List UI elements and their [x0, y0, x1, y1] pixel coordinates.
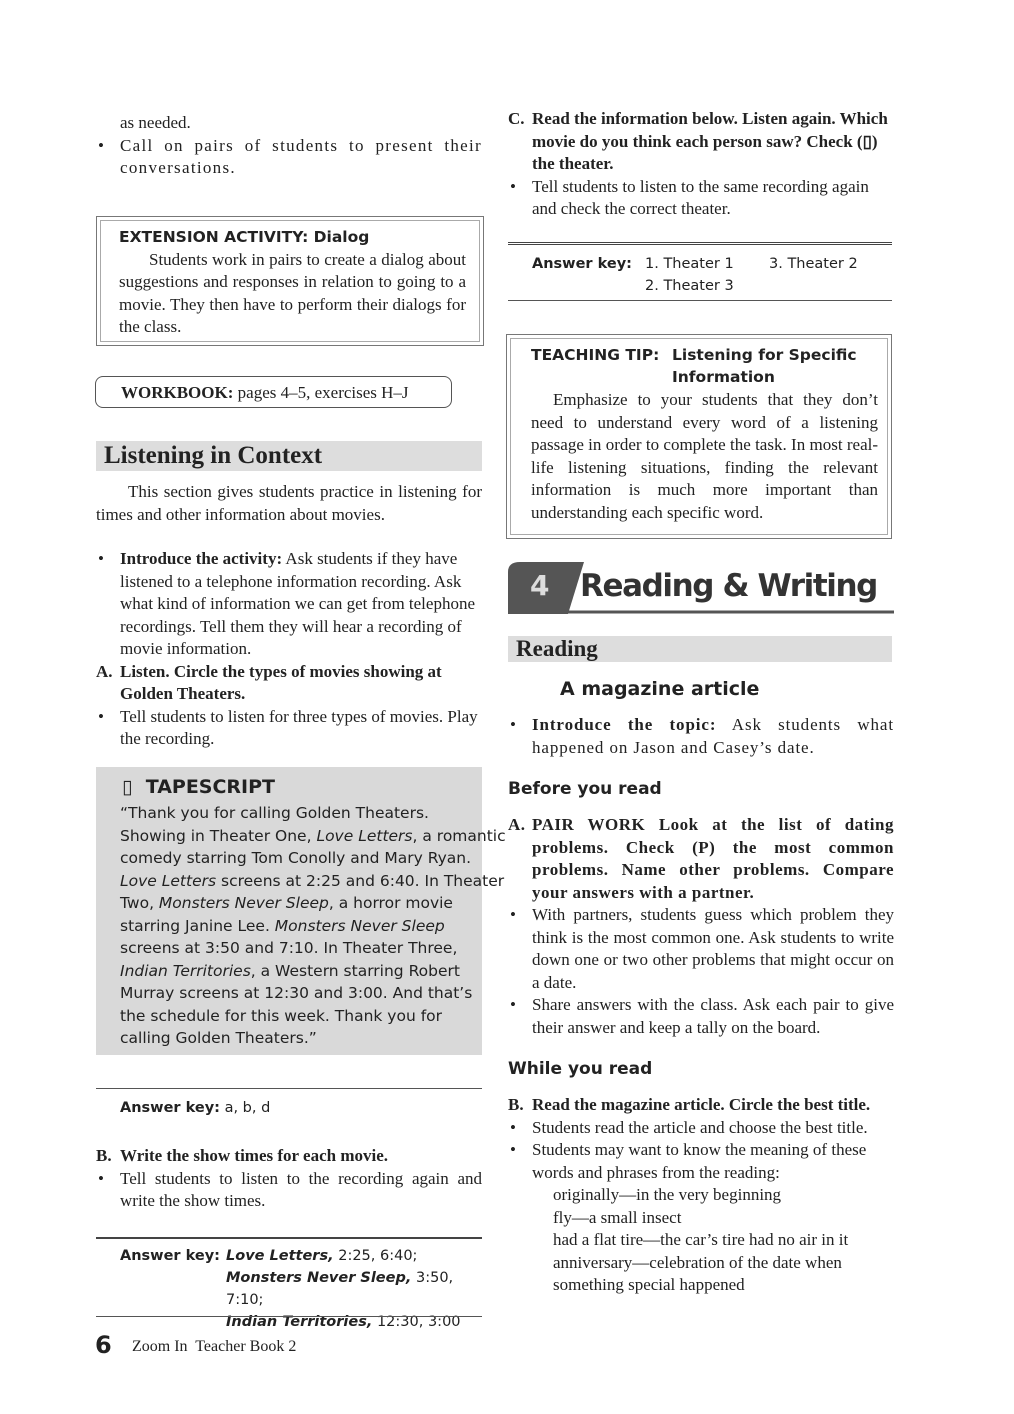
extension-title: EXTENSION ACTIVITY: Dialog: [119, 228, 370, 246]
headphone-icon: ▯: [122, 776, 133, 798]
tapescript-line: Love Letters screens at 2:25 and 6:40. In Theater: [120, 871, 505, 890]
reading-subheading: A magazine article: [560, 678, 760, 700]
list-item: • Share answers with the class. Ask each pair to give their answer and keep a tally on the board.: [508, 994, 894, 1039]
glossary-item: something special happened: [553, 1275, 745, 1294]
section-title: Listening in Context: [96, 441, 482, 471]
tapescript-line: Indian Territories, a Western starring Robert: [120, 961, 460, 980]
tapescript-text: [120, 802, 506, 1050]
glossary-item: fly—a small insect: [553, 1207, 682, 1227]
divider: [96, 1237, 482, 1239]
workbook-label: WORKBOOK:: [121, 383, 234, 402]
answer-key-c: Answer key: 1. Theater 1 3. Theater 2 2. Theater 3: [532, 256, 858, 294]
list-item: • Introduce the activity: Ask students if they have listened to a telephone information recording. Ask what kind of information we can get from telephone recordings. Tell them they will hear a recording of movie information.: [96, 548, 482, 661]
tapescript-line: “Thank you for calling Golden Theaters.: [120, 804, 429, 822]
divider: [96, 1088, 482, 1089]
step-b-right: B. Read the magazine article. Circle the best title.: [508, 1095, 871, 1114]
answer-key-a: Answer key: a, b, d: [120, 1100, 271, 1116]
glossary-item: originally—in the very beginning: [553, 1185, 782, 1204]
activity-a: [96, 548, 482, 751]
glossary: [508, 1184, 894, 1297]
step-b: B. Write the show times for each movie.: [96, 1146, 389, 1165]
before-you-read-heading: Before you read: [508, 779, 662, 799]
list-item: • Tell students to listen to the recording again and write the show times.: [96, 1168, 482, 1213]
activity-pair-work: [508, 814, 894, 1039]
activity-magazine: [508, 1094, 894, 1297]
list-item: • Tell students to listen for three types of movies. Play the recording.: [96, 706, 482, 751]
while-you-read-heading: While you read: [508, 1059, 653, 1079]
unit-number: 4: [530, 569, 550, 602]
tapescript-line: calling Golden Theaters.”: [120, 1029, 317, 1047]
tapescript-box: [96, 767, 506, 1055]
intro-bullets: [96, 135, 482, 180]
tapescript-line: Showing in Theater One, Love Letters, a romantic: [120, 826, 506, 845]
unit-banner: [508, 562, 894, 614]
answer-row: Monsters Never Sleep, 3:50, 7:10;: [226, 1270, 454, 1308]
teaching-tip-box: [506, 334, 892, 539]
workbook-text: pages 4–5, exercises H–J: [233, 383, 409, 402]
list-item: • Introduce the topic: Ask students what happened on Jason and Casey’s date.: [508, 714, 894, 759]
list-item: • Call on pairs of students to present their conversations.: [96, 135, 482, 180]
list-item: • Students read the article and choose the best title.: [508, 1117, 894, 1140]
divider: [508, 242, 892, 245]
tapescript-line: Two, Monsters Never Sleep, a horror movie: [120, 894, 453, 912]
teaching-tip-body: Emphasize to your students that they don’t need to understand every word of a listening passage in order to complete the task. In most real-life listening situations, finding the relevant information is much more important than understanding each specific word.: [531, 390, 878, 522]
section-intro: This section gives students practice in listening for times and other information about movies.: [96, 482, 482, 524]
glossary-item: anniversary—celebration of the date when: [553, 1252, 842, 1272]
tapescript-line: comedy starring Tom Conolly and Mary Ryan.: [120, 849, 472, 867]
activity-b: [96, 1145, 482, 1213]
tapescript-line: Murray screens at 12:30 and 3:00. And that’s: [120, 984, 473, 1002]
tapescript-line: screens at 3:50 and 7:10. In Theater Three,: [120, 939, 458, 957]
tapescript-line: the schedule for this week. Thank you for: [120, 1006, 443, 1025]
list-item: • Students may want to know the meaning of these words and phrases from the reading:: [508, 1139, 894, 1184]
answer-row: Indian Territories, 12:30, 3:00: [226, 1314, 461, 1330]
divider: [508, 300, 892, 301]
step-a-right: A. PAIR WORK Look at the list of dating problems. Check (P) the most common problems. Name other problems. Compare your answers with a partner.: [508, 815, 894, 902]
left-column: [96, 112, 482, 180]
tapescript-line: starring Janine Lee. Monsters Never Sleep: [120, 916, 445, 935]
answer-row: Love Letters, 2:25, 6:40;: [226, 1248, 418, 1264]
extension-activity-box: [96, 216, 484, 346]
reading-heading: Reading: [508, 636, 892, 662]
teaching-tip-header: TEACHING TIP: Listening for Specific Information: [531, 346, 857, 386]
book-title: Zoom In Teacher Book 2: [132, 1338, 297, 1355]
step-c: C. Read the information below. Listen again. Which movie do you think each person saw? Check (▯) the theater.: [508, 109, 888, 173]
tapescript-header: ▯ TAPESCRIPT: [122, 776, 276, 798]
unit-title: Reading & Writing: [580, 568, 877, 604]
glossary-item: had a flat tire—the car’s tire had no air in it: [553, 1230, 849, 1249]
activity-c: [508, 108, 894, 221]
list-item: • With partners, students guess which problem they think is the most common one. Ask students to write down one or two other problems that might occur on a date.: [508, 904, 894, 994]
extension-body: Students work in pairs to create a dialog about suggestions and responses in relation to going to a movie. They then have to perform their dialogs for the class.: [119, 249, 466, 336]
divider: [96, 1316, 482, 1317]
list-item: • Tell students to listen to the same recording again and check the correct theater.: [508, 176, 894, 221]
intro-continuation: as needed.: [120, 113, 191, 132]
topic-intro: [508, 714, 894, 759]
step-a: A. Listen. Circle the types of movies showing at Golden Theaters.: [96, 661, 442, 703]
workbook-callout: [95, 376, 452, 408]
page-number: 6: [95, 1331, 112, 1359]
